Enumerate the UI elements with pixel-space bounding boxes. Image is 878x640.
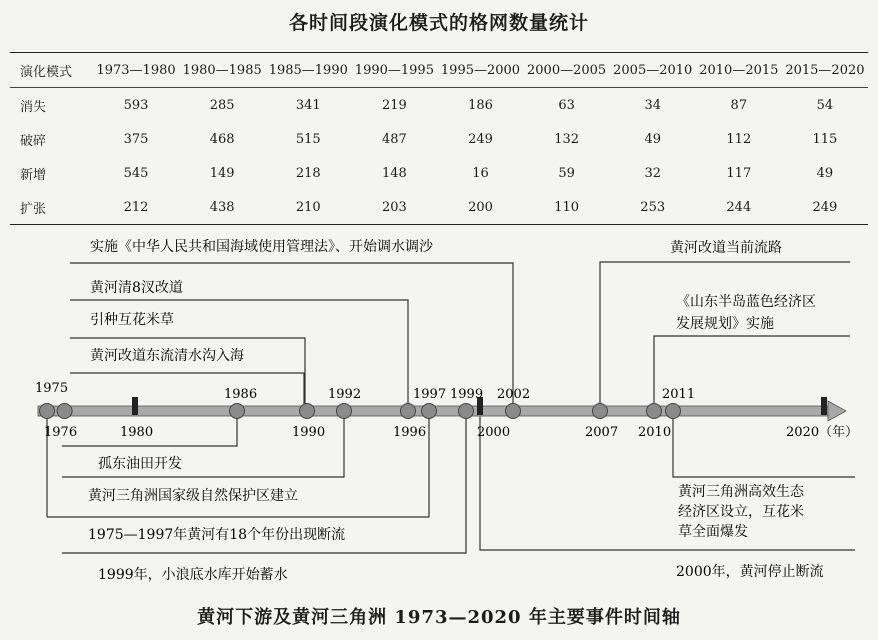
table-header-cell: 2015—2020 xyxy=(782,53,868,88)
table-cell: 54 xyxy=(816,97,834,113)
year-label: 1999 xyxy=(450,387,484,402)
table-cell: 545 xyxy=(123,165,149,181)
table-cell: 117 xyxy=(726,165,752,181)
event-node xyxy=(422,404,437,419)
table-cell: 515 xyxy=(295,131,321,147)
table-cell: 253 xyxy=(640,199,666,215)
event-connector xyxy=(70,373,304,411)
table-cell: 149 xyxy=(209,165,235,181)
year-label: 1975 xyxy=(35,381,69,396)
event-label-below: 1975—1997年黄河有18个年份出现断流 xyxy=(88,527,346,543)
year-label: 2000 xyxy=(477,425,511,440)
table-cell: 341 xyxy=(295,97,321,113)
table-cell: 34 xyxy=(644,97,661,113)
year-label: 2007 xyxy=(585,425,619,440)
event-label-below: 孤东油田开发 xyxy=(98,456,182,472)
year-label: 1990 xyxy=(292,425,326,440)
row-label: 新增 xyxy=(20,167,47,183)
event-label-below: 黄河三角洲高效生态 xyxy=(678,484,804,500)
year-label: 1976 xyxy=(44,425,78,440)
table-cell: 249 xyxy=(812,199,838,215)
table-header-cell: 演化模式 xyxy=(10,53,93,88)
table-cell: 49 xyxy=(644,131,661,147)
year-label: 1996 xyxy=(393,425,427,440)
event-label-below: 黄河三角洲国家级自然保护区建立 xyxy=(88,488,298,504)
table-cell: 186 xyxy=(468,97,493,113)
event-label-below: 2000年，黄河停止断流 xyxy=(676,564,824,580)
table-cell: 110 xyxy=(554,199,580,215)
axis-arrow xyxy=(828,401,846,421)
year-label: 1997 xyxy=(413,387,447,402)
year-label: 1986 xyxy=(224,387,258,402)
event-node xyxy=(593,404,608,419)
table-cell: 16 xyxy=(472,165,489,181)
table-cell: 32 xyxy=(644,165,661,181)
table-cell: 115 xyxy=(812,131,838,147)
row-label: 消失 xyxy=(20,99,47,115)
table-cell: 148 xyxy=(381,165,407,181)
event-label-below: 1999年，小浪底水库开始蓄水 xyxy=(98,567,288,583)
table-cell: 63 xyxy=(558,97,575,113)
event-label-above: 引种互花米草 xyxy=(90,312,174,328)
table-cell: 212 xyxy=(123,199,149,215)
event-label-above: 发展规划》实施 xyxy=(676,316,774,332)
table-cell: 375 xyxy=(123,131,149,147)
table-cell: 132 xyxy=(554,131,580,147)
table-cell: 249 xyxy=(468,131,493,147)
table-cell: 219 xyxy=(381,97,407,113)
event-label-below: 草全面爆发 xyxy=(678,524,748,540)
table-cell: 438 xyxy=(209,199,235,215)
milestone-marker xyxy=(821,397,827,415)
year-label: 1992 xyxy=(328,387,362,402)
event-label-below: 经济区设立，互花米 xyxy=(678,504,804,520)
event-label-above: 实施《中华人民共和国海域使用管理法》、开始调水调沙 xyxy=(90,239,433,255)
event-node xyxy=(401,404,416,419)
table-cell: 285 xyxy=(209,97,235,113)
table-cell: 203 xyxy=(381,199,407,215)
table-cell: 49 xyxy=(816,165,834,181)
event-node xyxy=(666,404,681,419)
milestone-marker xyxy=(132,397,138,415)
event-node xyxy=(337,404,352,419)
year-label: 2010 xyxy=(638,425,672,440)
event-node xyxy=(647,404,662,419)
year-label: 2011 xyxy=(662,387,696,402)
table-header-cell: 1980—1985 xyxy=(179,53,265,88)
event-node xyxy=(506,404,521,419)
event-node xyxy=(40,404,55,419)
table-cell: 87 xyxy=(730,97,748,113)
event-label-above: 黄河改道当前流路 xyxy=(670,240,782,256)
event-label-above: 黄河清8汊改道 xyxy=(90,280,183,296)
table-cell: 244 xyxy=(726,199,752,215)
row-label: 破碎 xyxy=(20,133,47,149)
table-header-cell: 2000—2005 xyxy=(524,53,610,88)
year-label: 2020（年） xyxy=(786,425,859,440)
table-header-cell: 2010—2015 xyxy=(696,53,782,88)
table-header-cell: 2005—2010 xyxy=(610,53,696,88)
event-label-above: 黄河改道东流清水沟入海 xyxy=(90,348,244,364)
event-node xyxy=(300,404,315,419)
table-header-cell: 1973—1980 xyxy=(93,53,179,88)
table-cell: 200 xyxy=(468,199,493,215)
event-node xyxy=(230,404,245,419)
event-label-above: 《山东半岛蓝色经济区 xyxy=(676,294,816,310)
year-label: 2002 xyxy=(497,387,531,402)
table-cell: 112 xyxy=(726,131,752,147)
timeline-caption: 黄河下游及黄河三角洲 1973—2020 年主要事件时间轴 xyxy=(197,607,681,628)
year-label: 1980 xyxy=(120,425,154,440)
table-cell: 210 xyxy=(295,199,321,215)
table-cell: 218 xyxy=(295,165,321,181)
row-label: 扩张 xyxy=(20,201,47,217)
table-header-cell: 1990—1995 xyxy=(351,53,437,88)
table-header-cell: 1985—1990 xyxy=(265,53,351,88)
table-header-cell: 1995—2000 xyxy=(437,53,523,88)
event-node xyxy=(459,404,474,419)
table-cell: 487 xyxy=(381,131,407,147)
table-cell: 593 xyxy=(123,97,149,113)
table-title: 各时间段演化模式的格网数量统计 xyxy=(288,12,589,34)
table-cell: 468 xyxy=(209,131,235,147)
event-node xyxy=(57,404,72,419)
table-cell: 59 xyxy=(558,165,575,181)
